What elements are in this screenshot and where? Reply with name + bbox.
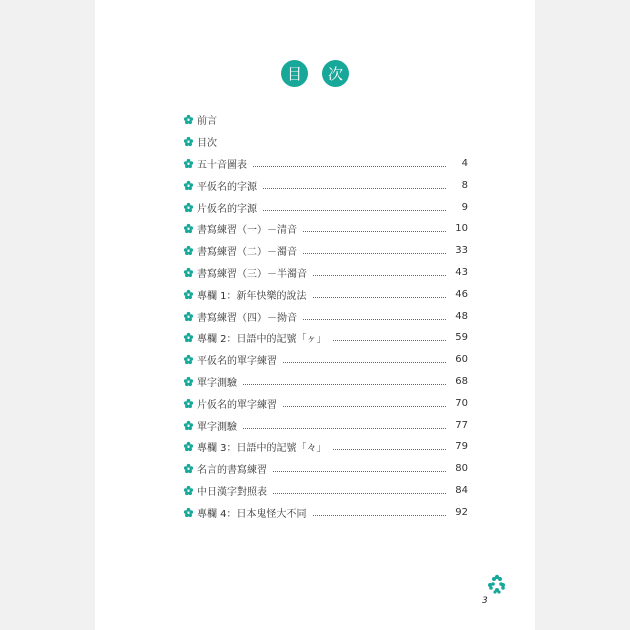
flower-bullet-icon xyxy=(183,485,194,496)
title-char-2: 次 xyxy=(322,60,349,87)
flower-bullet-icon xyxy=(183,158,194,169)
toc-entry-page: 68 xyxy=(455,375,468,387)
toc-entry xyxy=(183,262,468,284)
toc-entry xyxy=(183,131,468,153)
toc-entry xyxy=(183,196,468,218)
toc-entry-label: 中日漢字對照表 xyxy=(197,486,267,498)
flower-bullet-icon xyxy=(183,202,194,213)
toc-entry-page: 33 xyxy=(455,245,468,257)
toc-entry-label: 單字測驗 xyxy=(197,421,237,433)
toc-entry-label: 名言的書寫練習 xyxy=(197,465,267,477)
flower-bullet-icon xyxy=(183,441,194,452)
toc-entry xyxy=(183,174,468,196)
dot-leader xyxy=(263,188,446,189)
dot-leader xyxy=(263,210,446,211)
flower-bullet-icon xyxy=(183,114,194,125)
toc-entry-page: 43 xyxy=(455,266,468,278)
toc-entry xyxy=(183,480,468,502)
dot-leader xyxy=(303,253,446,254)
flower-bullet-icon xyxy=(183,267,194,278)
page-number: 3 xyxy=(482,596,488,606)
toc-entry-label: 書寫練習（三）－半濁音 xyxy=(197,268,307,280)
toc-entry-label: 專欄 2：日語中的記號「ヶ」 xyxy=(197,334,327,346)
dot-leader xyxy=(313,515,446,516)
dot-leader xyxy=(303,319,446,320)
dot-leader xyxy=(283,406,446,407)
toc-entry-label: 平仮名的字源 xyxy=(197,181,257,193)
toc-entry xyxy=(183,501,468,523)
flower-bullet-icon xyxy=(183,311,194,322)
dot-leader xyxy=(273,493,446,494)
dot-leader xyxy=(283,362,446,363)
flower-bullet-icon xyxy=(183,245,194,256)
flower-bullet-icon xyxy=(183,354,194,365)
dot-leader xyxy=(243,384,446,385)
toc-entry xyxy=(183,218,468,240)
toc-entry-page: 60 xyxy=(455,354,468,366)
toc-entry-page: 70 xyxy=(455,397,468,409)
toc-entry-page: 80 xyxy=(455,463,468,475)
toc-entry xyxy=(183,371,468,393)
flower-bullet-icon xyxy=(183,180,194,191)
toc-entry xyxy=(183,436,468,458)
toc-entry-page: 10 xyxy=(455,223,468,235)
dot-leader xyxy=(313,275,446,276)
flower-bullet-icon xyxy=(183,507,194,518)
flower-cluster-icon xyxy=(485,572,509,596)
flower-bullet-icon xyxy=(183,289,194,300)
toc-entry xyxy=(183,305,468,327)
toc-entry-label: 書寫練習（一）－清音 xyxy=(197,225,297,237)
toc-entry xyxy=(183,458,468,480)
dot-leader xyxy=(253,166,446,167)
toc-entry-label: 目次 xyxy=(197,138,217,150)
dot-leader xyxy=(303,231,446,232)
toc-entry-page: 84 xyxy=(455,484,468,496)
flower-bullet-icon xyxy=(183,332,194,343)
toc-title xyxy=(95,60,535,87)
dot-leader xyxy=(243,428,446,429)
toc-entry xyxy=(183,240,468,262)
dot-leader xyxy=(273,471,446,472)
page-footer xyxy=(475,572,515,608)
toc-entry-page: 8 xyxy=(461,179,468,191)
flower-bullet-icon xyxy=(183,376,194,387)
flower-bullet-icon xyxy=(183,398,194,409)
title-char-1: 目 xyxy=(281,60,308,87)
flower-bullet-icon xyxy=(183,420,194,431)
toc-entry-label: 書寫練習（二）－濁音 xyxy=(197,247,297,259)
toc-entry-page: 92 xyxy=(455,506,468,518)
toc-entry-page: 9 xyxy=(461,201,468,213)
toc-entry-label: 五十音圖表 xyxy=(197,159,247,171)
toc-entry-label: 專欄 3：日語中的記號「々」 xyxy=(197,443,327,455)
toc-entry xyxy=(183,283,468,305)
toc-entry-page: 79 xyxy=(455,441,468,453)
table-of-contents xyxy=(183,109,468,523)
toc-entry-label: 單字測驗 xyxy=(197,377,237,389)
toc-entry-label: 片仮名的字源 xyxy=(197,203,257,215)
toc-entry xyxy=(183,392,468,414)
toc-entry-label: 書寫練習（四）－拗音 xyxy=(197,312,297,324)
flower-bullet-icon xyxy=(183,463,194,474)
toc-entry xyxy=(183,349,468,371)
toc-entry-label: 平仮名的單字練習 xyxy=(197,356,277,368)
toc-entry-label: 片仮名的單字練習 xyxy=(197,399,277,411)
flower-bullet-icon xyxy=(183,223,194,234)
toc-entry-page: 59 xyxy=(455,332,468,344)
toc-entry-label: 專欄 1：新年快樂的說法 xyxy=(197,290,307,302)
toc-entry xyxy=(183,327,468,349)
toc-entry-label: 前言 xyxy=(197,116,217,128)
toc-entry-page: 48 xyxy=(455,310,468,322)
document-page xyxy=(95,0,535,630)
dot-leader xyxy=(333,340,446,341)
flower-bullet-icon xyxy=(183,136,194,147)
toc-entry-label: 專欄 4：日本鬼怪大不同 xyxy=(197,508,307,520)
toc-entry-page: 4 xyxy=(461,157,468,169)
dot-leader xyxy=(313,297,446,298)
toc-entry-page: 77 xyxy=(455,419,468,431)
toc-entry xyxy=(183,414,468,436)
toc-entry xyxy=(183,109,468,131)
toc-entry xyxy=(183,153,468,175)
toc-entry-page: 46 xyxy=(455,288,468,300)
dot-leader xyxy=(333,449,446,450)
